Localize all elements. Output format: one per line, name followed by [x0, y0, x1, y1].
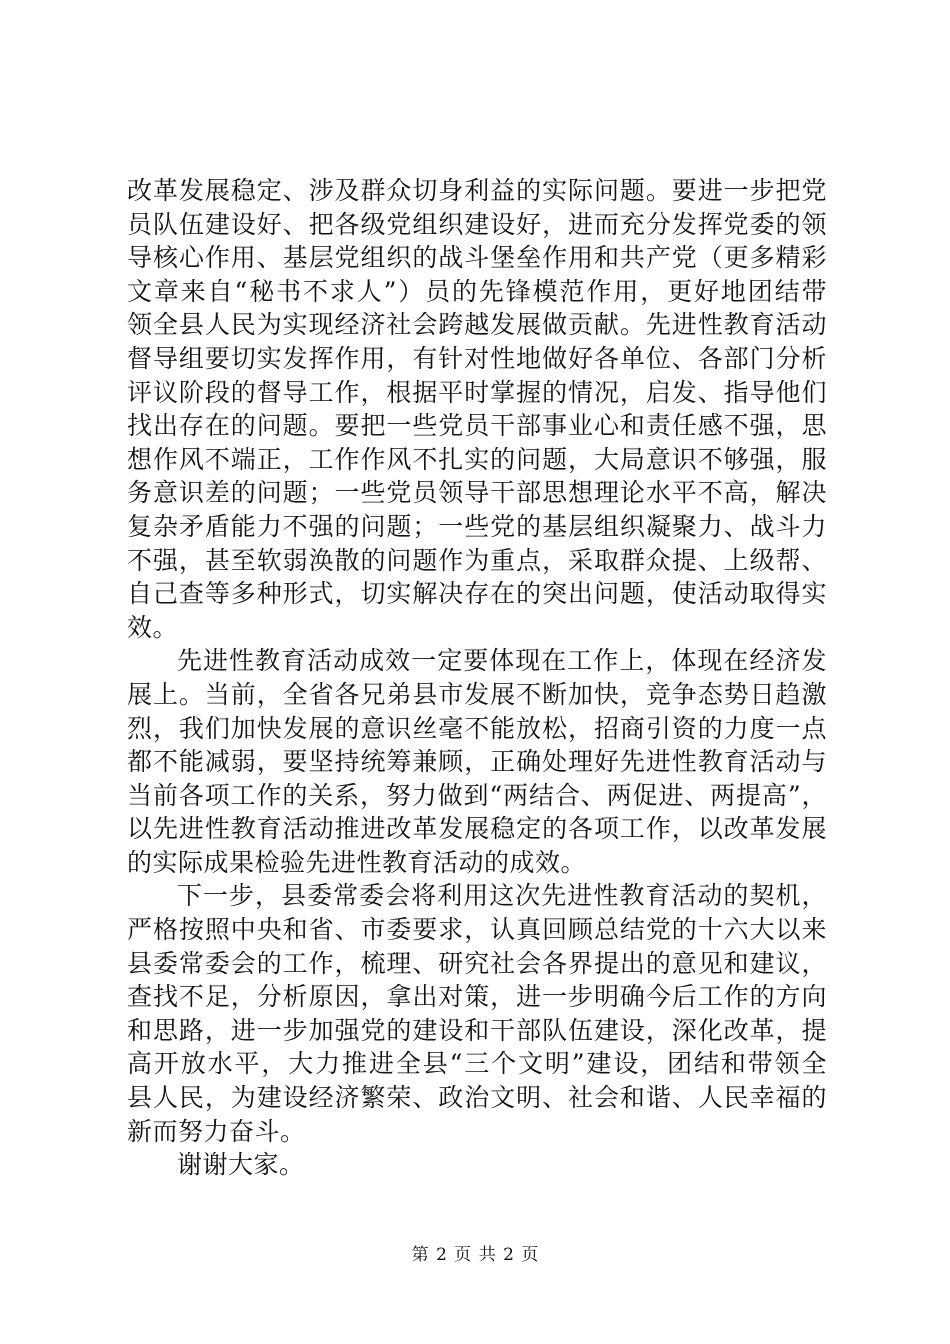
text-line: 和思路，进一步加强党的建设和干部队伍建设，深化改革，提 — [127, 1015, 827, 1045]
page-footer — [0, 1245, 950, 1265]
text-line: 都不能减弱，要坚持统筹兼顾，正确处理好先进性教育活动与 — [127, 747, 827, 777]
text-line: 烈，我们加快发展的意识丝毫不能放松，招商引资的力度一点 — [127, 713, 827, 743]
text-line: 新而努力奋斗。 — [127, 1116, 306, 1146]
text-line: 督导组要切实发挥作用，有针对性地做好各单位、各部门分析 — [127, 343, 827, 373]
text-line: 自己查等多种形式，切实解决存在的突出问题，使活动取得实 — [127, 579, 827, 609]
text-line: 不强，甚至软弱涣散的问题作为重点，采取群众提、上级帮、 — [127, 545, 827, 575]
text-line: 县委常委会的工作，梳理、研究社会各界提出的意见和建议， — [127, 948, 827, 978]
text-line: 展上。当前，全省各兄弟县市发展不断加快，竞争态势日趋激 — [127, 679, 827, 709]
text-line: 查找不足，分析原因，拿出对策，进一步明确今后工作的方向 — [127, 982, 827, 1012]
text-line: 务意识差的问题；一些党员领导干部思想理论水平不高，解决 — [127, 478, 827, 508]
document-body — [127, 174, 827, 1182]
text-line: 严格按照中央和省、市委要求，认真回顾总结党的十六大以来 — [127, 915, 827, 945]
page-number-label: 第 2 页 共 2 页 — [411, 1245, 539, 1265]
text-line: 想作风不端正，工作作风不扎实的问题，大局意识不够强，服 — [127, 444, 827, 474]
text-line: 县人民，为建设经济繁荣、政治文明、社会和谐、人民幸福的 — [127, 1083, 827, 1113]
text-line: 以先进性教育活动推进改革发展稳定的各项工作，以改革发展 — [127, 814, 827, 844]
text-line: 复杂矛盾能力不强的问题；一些党的基层组织凝聚力、战斗力 — [127, 511, 827, 541]
text-line: 效。 — [127, 612, 179, 642]
paragraph-first-line: 下一步，县委常委会将利用这次先进性教育活动的契机， — [177, 881, 827, 911]
text-line: 领全县人民为实现经济社会跨越发展做贡献。先进性教育活动 — [127, 310, 827, 340]
text-line: 改革发展稳定、涉及群众切身利益的实际问题。要进一步把党 — [127, 176, 827, 205]
text-line: 的实际成果检验先进性教育活动的成效。 — [127, 847, 587, 877]
text-line: 导核心作用、基层党组织的战斗堡垒作用和共产党（更多精彩 — [127, 243, 827, 273]
text-line: 员队伍建设好、把各级党组织建设好，进而充分发挥党委的领 — [127, 209, 827, 239]
text-line: 找出存在的问题。要把一些党员干部事业心和责任感不强，思 — [127, 411, 827, 441]
text-line: 高开放水平，大力推进全县“三个文明”建设，团结和带领全 — [127, 1049, 827, 1079]
closing-line: 谢谢大家。 — [177, 1150, 305, 1180]
text-line: 当前各项工作的关系，努力做到“两结合、两促进、两提高”， — [127, 780, 827, 810]
text-line: 文章来自“秘书不求人”）员的先锋模范作用，更好地团结带 — [127, 276, 827, 306]
paragraph-first-line: 先进性教育活动成效一定要体现在工作上，体现在经济发 — [177, 646, 827, 676]
text-line: 评议阶段的督导工作，根据平时掌握的情况，启发、指导他们 — [127, 377, 827, 407]
